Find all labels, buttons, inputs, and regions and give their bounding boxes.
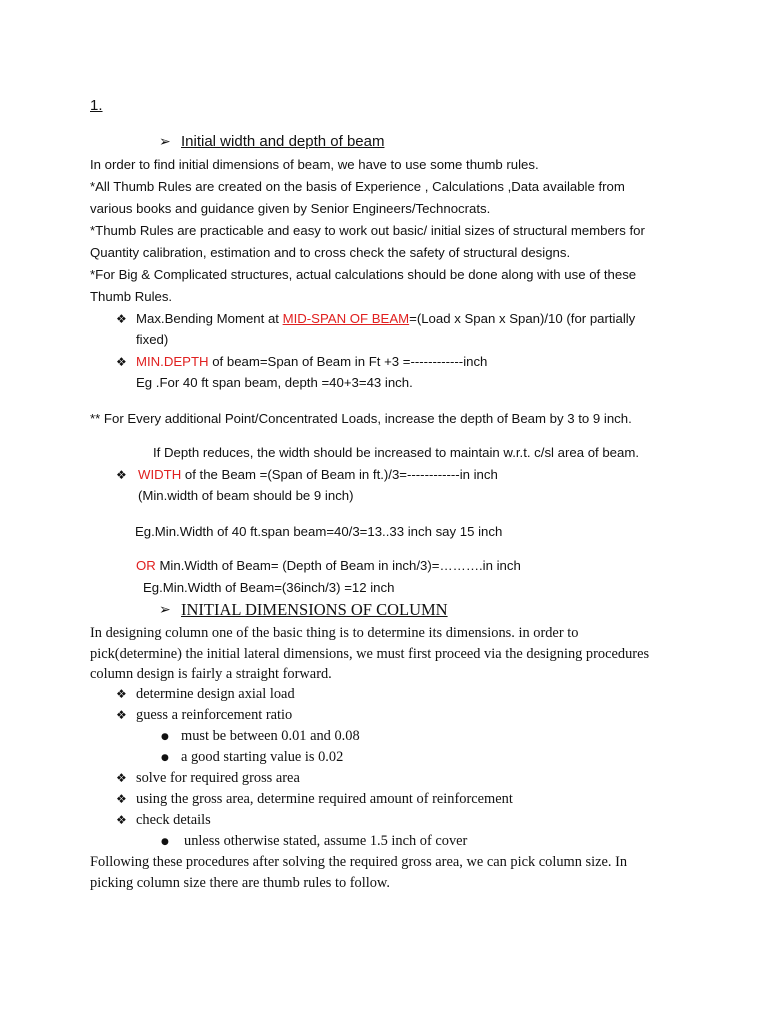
or-highlight: OR xyxy=(136,558,156,573)
beam-intro-line: Thumb Rules. xyxy=(90,289,173,304)
min-depth-rule xyxy=(136,355,487,370)
mid-span-highlight: MID-SPAN OF BEAM xyxy=(282,311,410,326)
step-reinforcement-amount: using the gross area, determine required amount of reinforcement xyxy=(136,791,513,807)
bending-moment-continuation: fixed) xyxy=(136,332,169,347)
column-intro-line: column design is fairly a straight forward. xyxy=(90,666,332,682)
beam-intro-line: *All Thumb Rules are created on the basis of Experience , Calculations ,Data available from xyxy=(90,179,625,194)
step-gross-area: solve for required gross area xyxy=(136,770,300,786)
width-text: of the Beam =(Span of Beam in ft.)/3=------------in inch xyxy=(181,467,498,482)
diamond-bullet-icon: ❖ xyxy=(116,813,127,827)
step-axial-load: determine design axial load xyxy=(136,686,295,702)
depth-reduces-note: If Depth reduces, the width should be increased to maintain w.r.t. c/sl area of beam. xyxy=(153,445,640,460)
beam-intro-line: Quantity calibration, estimation and to cross check the safety of structural designs. xyxy=(90,245,571,260)
arrow-bullet-icon: ➢ xyxy=(159,134,171,150)
beam-intro-line: *Thumb Rules are practicable and easy to work out basic/ initial sizes of structural members for xyxy=(90,223,645,238)
column-closing-line: Following these procedures after solving the required gross area, we can pick column size. In xyxy=(90,854,628,870)
step-ratio-range: must be between 0.01 and 0.08 xyxy=(181,728,360,744)
width-note: (Min.width of beam should be 9 inch) xyxy=(138,488,354,503)
additional-loads-note: ** For Every additional Point/Concentrated Loads, increase the depth of Beam by 3 to 9 inch. xyxy=(90,411,632,426)
diamond-bullet-icon: ❖ xyxy=(116,468,127,482)
bending-moment-rule xyxy=(136,312,635,327)
min-depth-example: Eg .For 40 ft span beam, depth =40+3=43 inch. xyxy=(136,375,413,390)
beam-intro-line: In order to find initial dimensions of beam, we have to use some thumb rules. xyxy=(90,157,539,172)
width-alternative-text: Min.Width of Beam= (Depth of Beam in inch/3)=……….in inch xyxy=(155,558,521,573)
beam-heading: Initial width and depth of beam xyxy=(181,133,385,150)
min-depth-text: of beam=Span of Beam in Ft +3 =------------inch xyxy=(208,354,488,369)
width-highlight: WIDTH xyxy=(138,467,182,482)
step-cover: unless otherwise stated, assume 1.5 inch of cover xyxy=(184,833,468,849)
bending-moment-prefix: Max.Bending Moment at xyxy=(136,311,283,326)
width-alternative-example: Eg.Min.Width of Beam=(36inch/3) =12 inch xyxy=(143,580,395,595)
step-reinforcement-ratio: guess a reinforcement ratio xyxy=(136,707,293,723)
beam-intro-line: various books and guidance given by Senior Engineers/Technocrats. xyxy=(90,201,491,216)
diamond-bullet-icon: ❖ xyxy=(116,792,127,806)
diamond-bullet-icon: ❖ xyxy=(116,355,127,369)
diamond-bullet-icon: ❖ xyxy=(116,312,127,326)
column-heading: INITIAL DIMENSIONS OF COLUMN xyxy=(181,600,448,619)
diamond-bullet-icon: ❖ xyxy=(116,708,127,722)
dot-bullet-icon: ● xyxy=(161,732,169,742)
arrow-bullet-icon: ➢ xyxy=(159,602,171,618)
dot-bullet-icon: ● xyxy=(161,837,169,847)
step-ratio-start: a good starting value is 0.02 xyxy=(181,749,344,765)
diamond-bullet-icon: ❖ xyxy=(116,687,127,701)
dot-bullet-icon: ● xyxy=(161,753,169,763)
width-example: Eg.Min.Width of 40 ft.span beam=40/3=13..33 inch say 15 inch xyxy=(135,524,503,539)
beam-intro-line: *For Big & Complicated structures, actual calculations should be done along with use of these xyxy=(90,267,637,282)
width-rule xyxy=(138,468,498,483)
step-check-details: check details xyxy=(136,812,211,828)
diamond-bullet-icon: ❖ xyxy=(116,771,127,785)
min-depth-highlight: MIN.DEPTH xyxy=(136,354,209,369)
column-intro-line: In designing column one of the basic thing is to determine its dimensions. in order to xyxy=(90,625,579,641)
section-number: 1. xyxy=(90,97,103,114)
width-alternative xyxy=(136,559,521,574)
column-closing-line: picking column size there are thumb rules to follow. xyxy=(90,875,390,891)
column-intro-line: pick(determine) the initial lateral dimensions, we must first proceed via the designing procedures xyxy=(90,646,650,662)
bending-moment-suffix: =(Load x Span x Span)/10 (for partially xyxy=(409,311,636,326)
